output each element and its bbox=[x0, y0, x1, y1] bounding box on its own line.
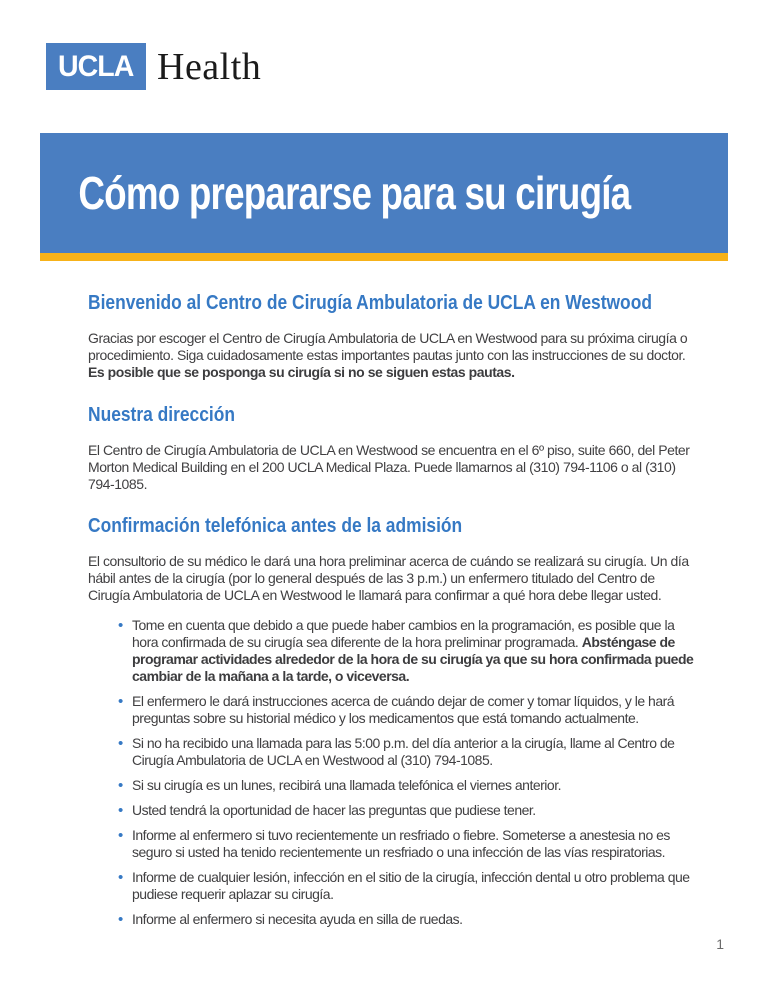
bold-text: Absténgase de programar actividades alrededor de la hora de su cirugía ya que su hora confirmada puede cambiar de la mañana a la tarde, o viceversa. bbox=[132, 634, 694, 684]
list-item bbox=[88, 911, 702, 928]
text: El consultorio de su médico le dará una hora preliminar acerca de cuándo se realizará su cirugía. Un día hábil antes de la cirugía (por lo general después de las 3 p.m.) un enfermero titulado del Centro de Cirugía Ambulatoria de UCLA en Westwood le llamará para confirmar a qué hora debe llegar usted. bbox=[88, 553, 689, 603]
paragraph-welcome bbox=[88, 313, 694, 381]
text: Si su cirugía es un lunes, recibirá una llamada telefónica el viernes anterior. bbox=[132, 777, 561, 793]
section-heading-confirmation: Confirmación telefónica antes de la admisión bbox=[88, 515, 463, 537]
title-banner bbox=[40, 133, 728, 261]
bullet-list bbox=[88, 617, 702, 928]
list-item bbox=[88, 777, 702, 794]
list-item bbox=[88, 869, 702, 903]
ucla-health-logo bbox=[46, 43, 261, 90]
text: El enfermero le dará instrucciones acerca de cuándo dejar de comer y tomar líquidos, y le hará preguntas sobre su historial médico y los medicamentos que está tomando actualmente. bbox=[132, 693, 675, 726]
paragraph-confirmation bbox=[88, 536, 694, 604]
text: Informe al enfermero si tuvo recientemente un resfriado o fiebre. Someterse a anestesia no es seguro si usted ha tenido recientemente un resfriado o una infección de las vías respiratorias. bbox=[132, 827, 670, 860]
health-logo-text: Health bbox=[157, 45, 262, 88]
list-item bbox=[88, 802, 702, 819]
text: Gracias por escoger el Centro de Cirugía Ambulatoria de UCLA en Westwood para su próxima cirugía o procedimiento. Siga cuidadosamente estas importantes pautas junto con las instrucciones de su doctor. bbox=[88, 330, 688, 363]
paragraph-address bbox=[88, 425, 694, 493]
text: Informe al enfermero si necesita ayuda en silla de ruedas. bbox=[132, 911, 463, 927]
page-number: 1 bbox=[716, 936, 724, 952]
page-title: Cómo prepararse para su cirugía bbox=[78, 167, 631, 219]
section-heading-welcome: Bienvenido al Centro de Cirugía Ambulatoria de UCLA en Westwood bbox=[88, 292, 652, 314]
gold-divider bbox=[40, 253, 728, 261]
bold-text: Es posible que se posponga su cirugía si no se siguen estas pautas. bbox=[88, 364, 515, 380]
text: El Centro de Cirugía Ambulatoria de UCLA en Westwood se encuentra en el 6º piso, suite 660, del Peter Morton Medical Building en el 200 UCLA Medical Plaza. Puede llamarnos al (310) 794-1106 o al (310) 794-1085. bbox=[88, 442, 690, 492]
list-item bbox=[88, 617, 702, 685]
text: Si no ha recibido una llamada para las 5:00 p.m. del día anterior a la cirugía, llame al Centro de Cirugía Ambulatoria de UCLA en Westwood al (310) 794-1085. bbox=[132, 735, 675, 768]
ucla-logo-box bbox=[46, 43, 146, 90]
text: Tome en cuenta que debido a que puede haber cambios en la programación, es posible que la hora confirmada de su cirugía sea diferente de la hora preliminar programada. bbox=[132, 617, 675, 650]
text: Informe de cualquier lesión, infección en el sitio de la cirugía, infección dental u otro problema que pudiese requerir aplazar su cirugía. bbox=[132, 869, 690, 902]
title-banner-blue bbox=[40, 133, 728, 253]
list-item bbox=[88, 735, 702, 769]
list-item bbox=[88, 827, 702, 861]
section-heading-address: Nuestra dirección bbox=[88, 404, 235, 426]
list-item bbox=[88, 693, 702, 727]
text: Usted tendrá la oportunidad de hacer las preguntas que pudiese tener. bbox=[132, 802, 536, 818]
ucla-logo-text: UCLA bbox=[58, 49, 134, 83]
document-body bbox=[88, 261, 702, 936]
